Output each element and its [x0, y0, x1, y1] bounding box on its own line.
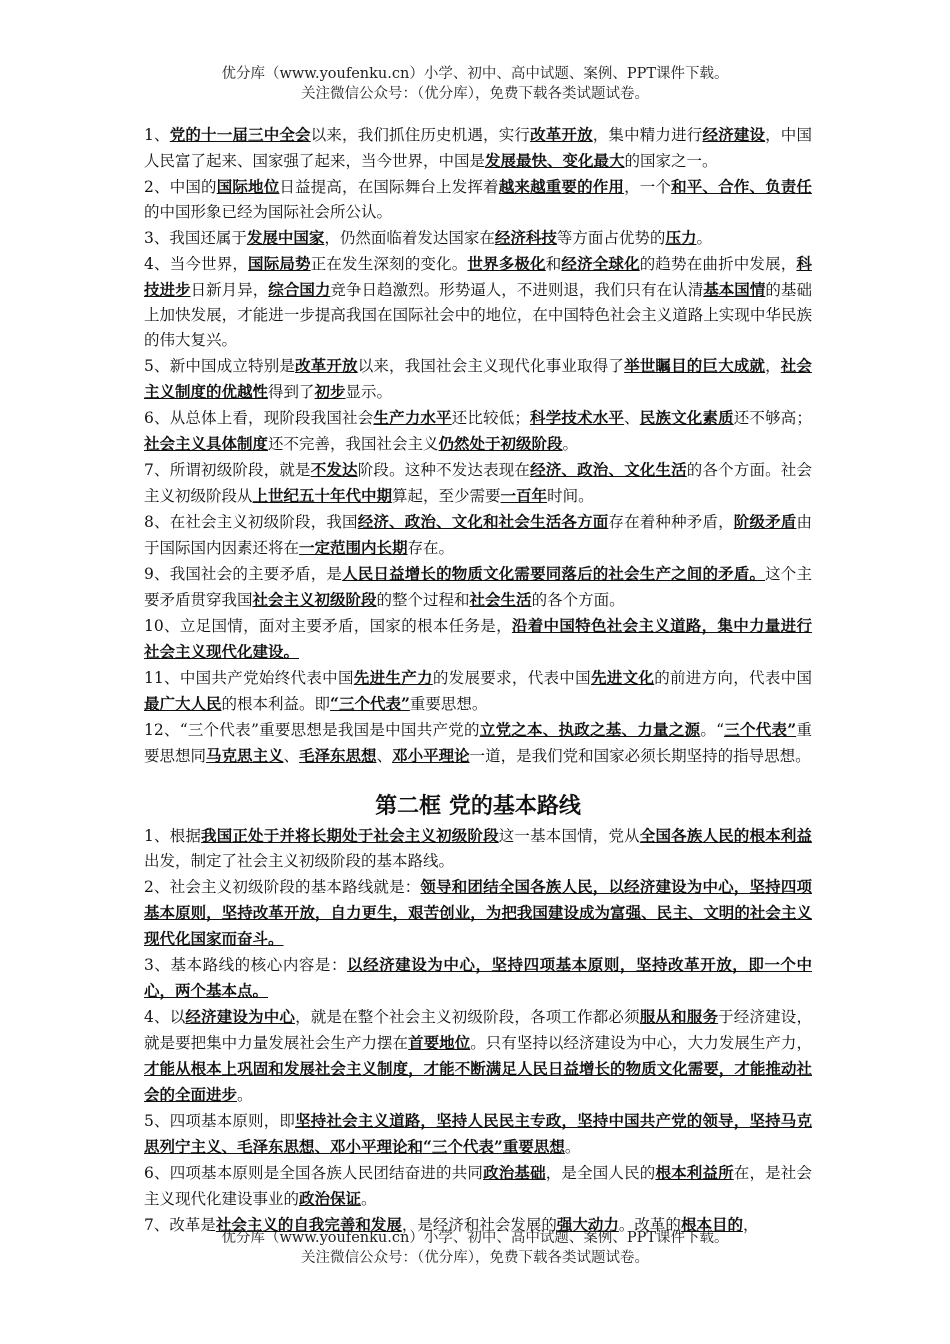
text-run: 由于国际国内因素还将在 [144, 513, 812, 557]
page-header [0, 64, 950, 104]
text-run: 7、改革是 [144, 1216, 216, 1234]
text-run: 。改革的 [618, 1216, 681, 1234]
text-run: 4、当今世界， [144, 255, 249, 273]
key-term: 综合国力 [268, 280, 331, 299]
text-run: 。 [237, 1086, 253, 1104]
paragraph [144, 457, 812, 509]
text-run: 、 [376, 747, 393, 765]
text-run: 这一基本国情，党从 [498, 827, 640, 845]
text-run: ，中国人民富了起来、国家强了起来，当今世界，中国是 [144, 126, 812, 170]
key-term: 科学技术水平 [529, 408, 625, 427]
key-term: 马克思主义 [206, 746, 284, 765]
paragraph [144, 613, 812, 665]
key-term: 举世瞩目的巨大成就 [624, 356, 766, 375]
key-term: 毛泽东思想 [299, 746, 377, 765]
key-term: 经济、政治、文化和社会生活各方面 [357, 512, 609, 531]
key-term: 根本目的 [680, 1215, 743, 1234]
text-run: 2、社会主义初级阶段的基本路线就是： [144, 878, 421, 896]
paragraph [144, 665, 812, 717]
header-line-1: 优分库（www.youfenku.cn）小学、初中、高中试题、案例、PPT课件下载。 [221, 66, 729, 82]
text-run: ，就是在整个社会主义初级阶段，各项工作都必须 [295, 1008, 640, 1026]
paragraph [144, 952, 812, 1004]
key-term: 领导和团结全国各族人民，以经济建设为中心，坚持四项基本原则，坚持改革开放，自力更生，艰苦创业，为把我国建设成为富强、民主、文明的社会主义现代化国家而奋斗。 [144, 877, 812, 948]
text-run: 的趋势在曲折中发展， [639, 255, 797, 273]
text-run: 算起，至少需要 [392, 487, 501, 505]
paragraph [144, 509, 812, 561]
text-run: 6、四项基本原则是全国各族人民团结奋进的共同 [144, 1164, 484, 1182]
key-term: 初步 [314, 382, 346, 401]
text-run: 等方面占优势的 [556, 229, 666, 247]
paragraph [144, 353, 812, 405]
text-run: 3、基本路线的核心内容是： [144, 956, 348, 974]
text-run: 和 [545, 255, 562, 273]
key-term: 我国正处于并将长期处于社会主义初级阶段 [201, 826, 499, 845]
text-run: 一道，是我们党和国家必须长期坚持的指导思想。 [469, 747, 811, 765]
key-term: 三个代表” [724, 720, 797, 739]
text-run: 存在。 [407, 539, 455, 557]
key-term: 和平、合作、负责任 [671, 177, 812, 196]
paragraph [144, 1160, 812, 1212]
key-term: 立党之本、执政之基、力量之源 [479, 720, 701, 739]
paragraph [144, 225, 812, 251]
text-run: ，一个 [624, 178, 672, 196]
paragraph [144, 251, 812, 353]
section-2 [144, 823, 812, 1238]
key-term: 仍然处于初级阶段 [438, 434, 563, 453]
paragraph [144, 405, 812, 457]
text-run: 的整个过程和 [376, 591, 470, 609]
key-term: 社会主义制度的优越性 [144, 356, 812, 401]
text-run: 的各个方面。 [531, 591, 625, 609]
key-term: 一定范围内长期 [299, 538, 408, 557]
text-run: 以来，我们抓住历史机遇，实行 [310, 126, 531, 144]
key-term: 以经济建设为中心，坚持四项基本原则，坚持改革开放，即一个中心，两个基本点。 [144, 955, 812, 1000]
text-run: 出发，制定了社会主义初级阶段的基本路线。 [144, 852, 455, 870]
key-term: 党的十一届三中全会 [169, 125, 311, 144]
footer-line-2: 关注微信公众号：（优分库），免费下载各类试题试卷。 [301, 1250, 649, 1266]
paragraph [144, 122, 812, 174]
key-term: 经济建设为中心 [185, 1007, 296, 1026]
key-term: 经济科技 [494, 228, 557, 247]
key-term: 基本国情 [703, 280, 766, 299]
key-term: 越来越重要的作用 [498, 177, 625, 196]
paragraph [144, 561, 812, 613]
key-term: 国际局势 [248, 254, 311, 273]
key-term: 民族文化素质 [639, 408, 734, 427]
paragraph [144, 174, 812, 225]
text-run: 正在发生深刻的变化。 [310, 255, 468, 273]
text-run: 1、 [144, 126, 170, 144]
key-term: 发展最快、变化最大 [485, 151, 625, 170]
text-run: 9、我国社会的主要矛盾，是 [144, 565, 343, 583]
text-run: 的发展要求，代表中国 [432, 669, 591, 687]
paragraph [144, 1004, 812, 1108]
key-term: 最广大人民 [144, 694, 222, 713]
page-footer [0, 1228, 950, 1268]
key-term: 科技进步 [144, 254, 812, 299]
key-term: 生产力水平 [373, 408, 452, 427]
text-run: ，是经济和社会发展的 [401, 1216, 557, 1234]
text-run: 在，是社会主义现代化建设事业的 [144, 1164, 812, 1208]
key-term: 一百年 [500, 486, 548, 505]
text-run: 10、立足国情，面对主要矛盾，国家的根本任务是， [144, 617, 512, 635]
text-run: 11、中国共产党始终代表中国 [144, 669, 354, 687]
paragraph [144, 1108, 812, 1160]
key-term: 阶级矛盾 [733, 512, 797, 531]
text-run: ，集中精力进行 [592, 126, 703, 144]
text-run: 的中国形象已经为国际社会所公认。 [144, 203, 393, 221]
key-term: 世界多极化 [467, 254, 546, 273]
text-run: 的国家之一。 [624, 152, 718, 170]
text-run: 存在着种种矛盾， [608, 513, 734, 531]
key-term: 服从和服务 [639, 1007, 719, 1026]
text-run: ，仍然面临着发达国家在 [324, 229, 495, 247]
text-run: 的根本利益。即 [221, 695, 331, 713]
text-run: 1、根据 [144, 827, 202, 845]
text-run: 还比较低； [451, 409, 530, 427]
document-body [144, 122, 812, 1238]
text-run: 显示。 [345, 383, 393, 401]
key-term: 邓小平理论 [392, 746, 470, 765]
text-run: 的各个方面。社会主义初级阶段从 [144, 461, 812, 505]
text-run: 。 [564, 1138, 581, 1156]
text-run: 的基础上加快发展，才能进一步提高我国在国际社会中的地位，在中国特色社会主义道路上实现中华民族的伟大复兴。 [144, 281, 812, 349]
key-term: 不发达 [310, 460, 358, 479]
text-run: 重要思想同 [144, 721, 812, 765]
key-term: 社会主义的自我完善和发展 [215, 1215, 402, 1234]
header-line-2: 关注微信公众号：（优分库），免费下载各类试题试卷。 [301, 86, 649, 102]
text-run: 的前进方向，代表中国 [654, 669, 812, 687]
text-run: 还不完善，我国社会主义 [268, 435, 439, 453]
key-term: 强大动力 [556, 1215, 619, 1234]
paragraph [144, 823, 812, 874]
text-run: 、 [624, 409, 640, 427]
key-term: “三个代表” [330, 694, 410, 713]
paragraph [144, 874, 812, 952]
key-term: 经济全球化 [561, 254, 640, 273]
key-term: 经济建设 [702, 125, 766, 144]
text-run: 8、在社会主义初级阶段，我国 [144, 513, 358, 531]
text-run: ， [765, 357, 781, 375]
key-term: 坚持社会主义道路，坚持人民民主专政，坚持中国共产党的领导，坚持马克思列宁主义、毛泽东思想、邓小平理论和“三个代表”重要思想 [144, 1111, 812, 1156]
key-term: 首要地位 [408, 1033, 471, 1052]
key-term: 先进生产力 [353, 668, 433, 687]
key-term: 经济、政治、文化生活 [530, 460, 687, 479]
text-run: 2、中国的 [144, 178, 217, 196]
text-run: 还不够高； [733, 409, 812, 427]
key-term: 社会生活 [469, 590, 532, 609]
text-run: 日新月异， [190, 281, 269, 299]
key-term: 政治基础 [483, 1163, 546, 1182]
text-run: 。 [562, 435, 579, 453]
key-term: 人民日益增长的物质文化需要同落后的社会生产之间的矛盾。 [342, 564, 766, 583]
text-run: 这个主要矛盾贯穿我国 [144, 565, 812, 609]
text-run: 。“ [700, 721, 724, 739]
text-run: 重要思想。 [409, 695, 488, 713]
key-term: 全国各族人民的根本利益 [639, 826, 812, 845]
key-term: 改革开放 [295, 356, 358, 375]
key-term: 发展中国家 [246, 228, 325, 247]
text-run: 。 [361, 1190, 377, 1208]
text-run: 。只有坚持以经济建设为中心，大力发展生产力， [470, 1034, 812, 1052]
text-run: 12、“三个代表”重要思想是我国是中国共产党的 [144, 721, 480, 739]
text-run: 6、从总体上看，现阶段我国社会 [144, 409, 374, 427]
text-run: 以来，我国社会主义现代化事业取得了 [357, 357, 625, 375]
text-run: 7、所谓初级阶段，就是 [144, 461, 311, 479]
key-term: 先进文化 [590, 668, 655, 687]
key-term: 压力 [665, 228, 697, 247]
text-run: 时间。 [547, 487, 594, 505]
key-term: 根本利益所 [655, 1163, 734, 1182]
key-term: 上世纪五十年代中期 [252, 486, 393, 505]
text-run: 4、以 [144, 1008, 186, 1026]
text-run: ，是全国人民的 [545, 1164, 656, 1182]
key-term: 社会主义初级阶段 [252, 590, 377, 609]
key-term: 社会主义具体制度 [144, 434, 269, 453]
text-run: 于经济建设，就是要把集中力量发展社会生产力摆在 [144, 1008, 812, 1052]
text-run: 竞争日趋激烈。形势逼人，不进则退，我们只有在认清 [330, 281, 704, 299]
paragraph [144, 717, 812, 769]
section-1 [144, 122, 812, 769]
text-run: 5、新中国成立特别是 [144, 357, 296, 375]
text-run: ， [742, 1216, 759, 1234]
text-run: 日益提高，在国际舞台上发挥着 [279, 178, 499, 196]
text-run: 3、我国还属于 [144, 229, 247, 247]
footer-line-1: 优分库（www.youfenku.cn）小学、初中、高中试题、案例、PPT课件下载。 [221, 1230, 729, 1246]
text-run: 、 [283, 747, 300, 765]
key-term: 沿着中国特色社会主义道路，集中力量进行社会主义现代化建设。 [144, 616, 812, 661]
text-run: 。 [696, 229, 712, 247]
key-term: 国际地位 [216, 177, 280, 196]
section-2-title: 第二框 党的基本路线 [375, 793, 581, 819]
text-run: 5、四项基本原则，即 [144, 1112, 296, 1130]
key-term: 才能从根本上巩固和发展社会主义制度，才能不断满足人民日益增长的物质文化需要，才能推动社会的全面进步 [144, 1059, 812, 1104]
text-run: 得到了 [268, 383, 315, 401]
key-term: 政治保证 [299, 1189, 362, 1208]
text-run: 阶段。这种不发达表现在 [357, 461, 531, 479]
key-term: 改革开放 [530, 125, 593, 144]
